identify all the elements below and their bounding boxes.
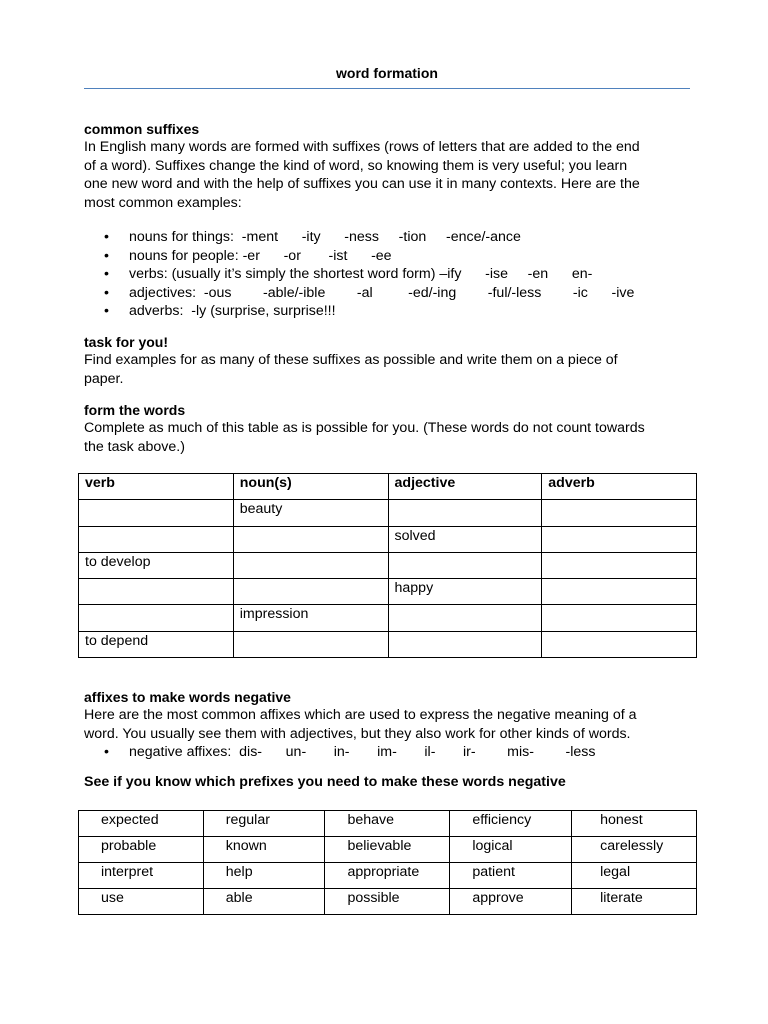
bullet-icon: •	[104, 744, 109, 760]
table-cell[interactable]	[233, 579, 388, 605]
table-cell[interactable]: efficiency	[450, 811, 572, 837]
table-cell[interactable]: probable	[79, 837, 204, 863]
bullet-icon: •	[104, 229, 109, 245]
form-heading: form the words	[84, 402, 186, 418]
table-cell[interactable]	[233, 631, 388, 657]
task-line: paper.	[84, 370, 124, 387]
list-item: • nouns for things: -ment -ity -ness -tion -ence/-ance	[104, 229, 521, 245]
task-line: Find examples for as many of these suffixes as possible and write them on a piece of	[84, 352, 618, 368]
table-cell[interactable]	[79, 605, 234, 631]
table-cell[interactable]: patient	[450, 863, 572, 889]
table-cell[interactable]: impression	[233, 605, 388, 631]
form-line: Complete as much of this table as is possible for you. (These words do not count towards	[84, 420, 645, 436]
list-item: • negative affixes: dis- un- in- im- il- ir- mis- -less	[104, 744, 596, 760]
list-item: • adverbs: -ly (surprise, surprise!!!	[104, 303, 336, 319]
list-item: • nouns for people: -er -or -ist -ee	[104, 247, 392, 264]
column-header: verb	[79, 474, 234, 500]
table-cell[interactable]	[79, 526, 234, 552]
table-cell[interactable]: behave	[325, 811, 450, 837]
table-header-row	[79, 474, 697, 500]
table-cell[interactable]: believable	[325, 837, 450, 863]
table-cell[interactable]: possible	[325, 889, 450, 915]
table-row	[79, 889, 697, 915]
table-cell[interactable]	[388, 552, 542, 578]
table-cell[interactable]: use	[79, 889, 204, 915]
table-cell[interactable]: help	[203, 863, 325, 889]
negative-heading: affixes to make words negative	[84, 689, 291, 705]
table-cell[interactable]: appropriate	[325, 863, 450, 889]
suffix-list	[84, 228, 690, 321]
column-header: adjective	[388, 474, 542, 500]
table-cell[interactable]	[542, 579, 697, 605]
table-cell[interactable]: approve	[450, 889, 572, 915]
table-row	[79, 837, 697, 863]
title-divider	[84, 88, 690, 89]
column-header: noun(s)	[233, 474, 388, 500]
table-cell[interactable]: carelessly	[572, 837, 697, 863]
table-cell[interactable]: expected	[79, 811, 204, 837]
table-cell[interactable]: to depend	[79, 631, 234, 657]
table-row	[79, 811, 697, 837]
table-row	[79, 631, 697, 657]
list-item: • adjectives: -ous -able/-ible -al -ed/-ing -ful/-less -ic -ive	[104, 284, 635, 301]
table-cell[interactable]	[233, 526, 388, 552]
negative-section	[84, 688, 690, 743]
negative-line: Here are the most common affixes which are used to express the negative meaning of a	[84, 707, 637, 723]
table-cell[interactable]	[542, 526, 697, 552]
table-cell[interactable]: solved	[388, 526, 542, 552]
table-cell[interactable]: interpret	[79, 863, 204, 889]
suffixes-section	[84, 120, 690, 212]
table-cell[interactable]	[388, 500, 542, 526]
table-cell[interactable]: regular	[203, 811, 325, 837]
suffixes-line: In English many words are formed with suffixes (rows of letters that are added to the end	[84, 139, 640, 155]
form-line: the task above.)	[84, 438, 185, 455]
table-row	[79, 605, 697, 631]
negative-prefix-table	[78, 810, 697, 915]
suffixes-line: most common examples:	[84, 194, 242, 211]
bullet-icon: •	[104, 247, 109, 264]
table-row	[79, 552, 697, 578]
table-cell[interactable]: known	[203, 837, 325, 863]
table-cell[interactable]: to develop	[79, 552, 234, 578]
table-row	[79, 500, 697, 526]
table-cell[interactable]: honest	[572, 811, 697, 837]
suffixes-heading: common suffixes	[84, 121, 200, 137]
bullet-icon: •	[104, 303, 109, 319]
table-cell[interactable]	[79, 579, 234, 605]
table-row	[79, 863, 697, 889]
form-section	[84, 401, 690, 456]
table-row	[79, 579, 697, 605]
suffixes-line: one new word and with the help of suffixes you can use it in many contexts. Here are the	[84, 176, 640, 192]
table-cell[interactable]	[542, 605, 697, 631]
page-title: word formation	[336, 65, 438, 81]
table-cell[interactable]	[388, 631, 542, 657]
word-forms-table	[78, 473, 697, 658]
table-cell[interactable]	[388, 605, 542, 631]
table-cell[interactable]: happy	[388, 579, 542, 605]
column-header: adverb	[542, 474, 697, 500]
table-cell[interactable]	[79, 500, 234, 526]
table-cell[interactable]: logical	[450, 837, 572, 863]
prefix-task-heading: See if you know which prefixes you need to make these words negative	[84, 774, 566, 790]
task-section	[84, 333, 690, 388]
table-cell[interactable]	[542, 552, 697, 578]
table-cell[interactable]	[233, 552, 388, 578]
table-cell[interactable]: literate	[572, 889, 697, 915]
table-cell[interactable]	[542, 500, 697, 526]
table-cell[interactable]: beauty	[233, 500, 388, 526]
negative-affix-list	[84, 743, 690, 762]
task-heading: task for you!	[84, 334, 169, 350]
table-cell[interactable]: able	[203, 889, 325, 915]
list-item: • verbs: (usually it’s simply the shortest word form) –ify -ise -en en-	[104, 266, 593, 282]
table-cell[interactable]: legal	[572, 863, 697, 889]
bullet-icon: •	[104, 266, 109, 282]
suffixes-line: of a word). Suffixes change the kind of word, so knowing them is very useful; you learn	[84, 157, 628, 174]
negative-line: word. You usually see them with adjectives, but they also work for other kinds of words.	[84, 725, 631, 742]
bullet-icon: •	[104, 284, 109, 301]
table-cell[interactable]	[542, 631, 697, 657]
table-row	[79, 526, 697, 552]
